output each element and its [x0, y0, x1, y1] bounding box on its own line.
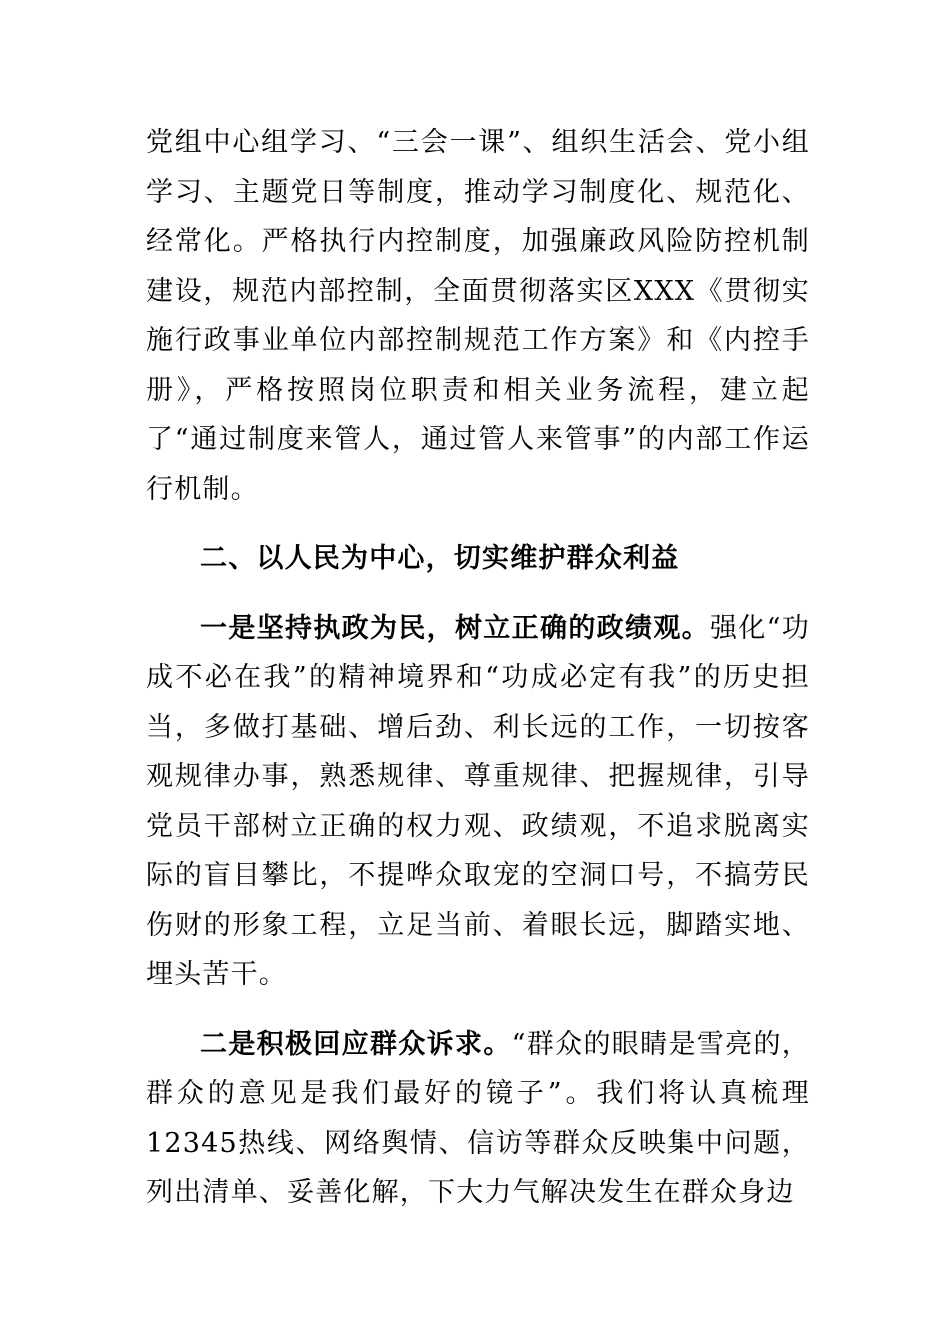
- document-page: [146, 118, 810, 1218]
- paragraph-lead: 二是积极回应群众诉求。: [200, 1028, 512, 1060]
- paragraph-text: “群众的眼睛是雪亮的，群众的意见是我们最好的镜子”。我们将认真梳理12345热线、网络舆情、信访等群众反映集中问题，列出清单、妥善化解，下大力气解决发生在群众身边: [146, 1028, 810, 1208]
- paragraph-text: 强化“功成不必在我”的精神境界和“功成必定有我”的历史担当，多做打基础、增后劲、利长远的工作，一切按客观规律办事，熟悉规律、尊重规律、把握规律，引导党员干部树立正确的权力观、政绩观，不追求脱离实际的盲目攀比，不提哗众取宠的空洞口号，不搞劳民伤财的形象工程，立足当前、着眼长远，脚踏实地、埋头苦干。: [146, 612, 810, 990]
- paragraph-point-two: [146, 1020, 810, 1218]
- section-heading: [146, 534, 810, 584]
- paragraph-point-one: [146, 604, 810, 1000]
- paragraph-lead: 一是坚持执政为民，树立正确的政绩观。: [200, 612, 710, 644]
- section-heading-text: 二、以人民为中心，切实维护群众利益: [200, 543, 680, 574]
- paragraph-text: 党组中心组学习、“三会一课”、组织生活会、党小组学习、主题党日等制度，推动学习制度化、规范化、经常化。严格执行内控制度，加强廉政风险防控机制建设，规范内部控制，全面贯彻落实区XXX《贯彻实施行政事业单位内部控制规范工作方案》和《内控手册》，严格按照岗位职责和相关业务流程，建立起了“通过制度来管人，通过管人来管事”的内部工作运行机制。: [146, 127, 810, 505]
- paragraph-internal-control: [146, 118, 810, 514]
